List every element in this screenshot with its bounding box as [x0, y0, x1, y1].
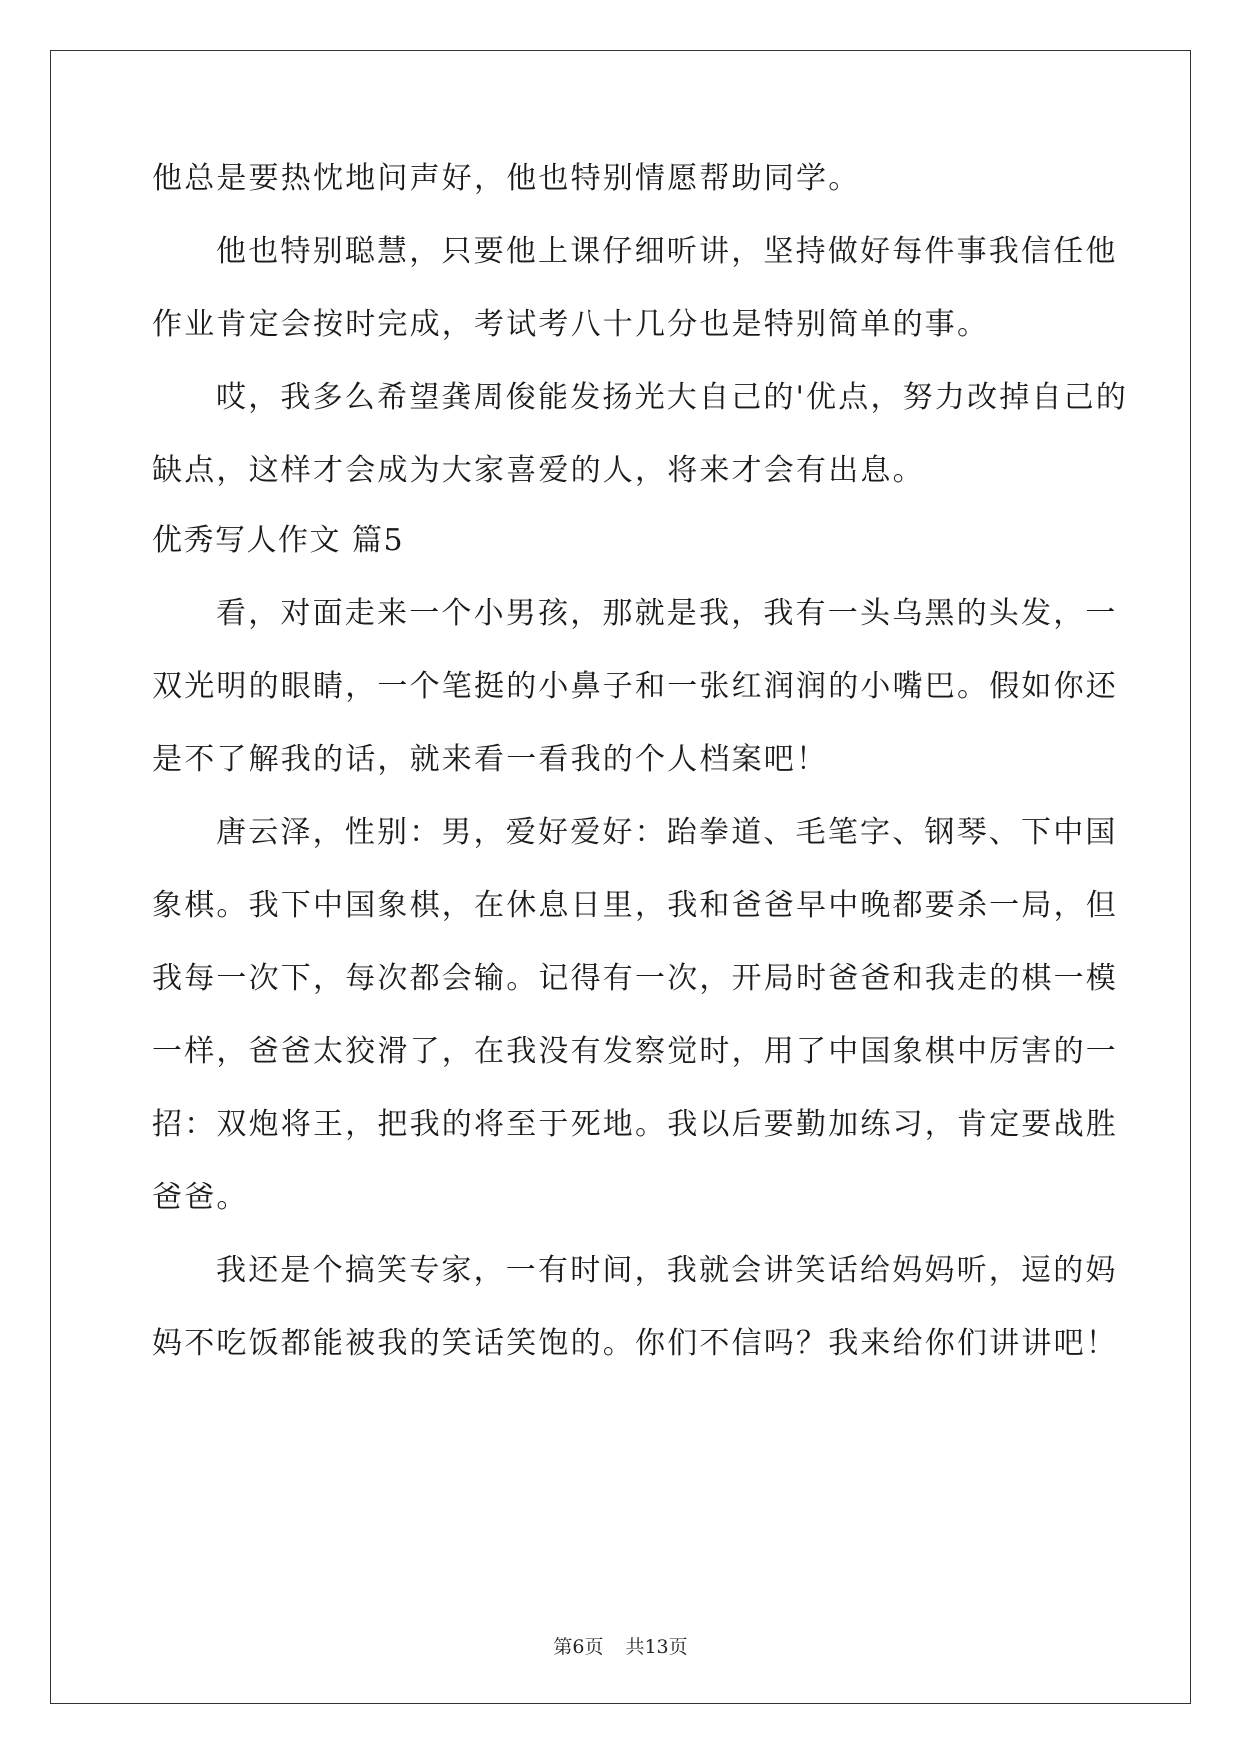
paragraph-line: 妈不吃饭都能被我的笑话笑饱的。你们不信吗？我来给你们讲讲吧！	[152, 1326, 1118, 1361]
section-heading: 优秀写人作文 篇5	[152, 523, 405, 558]
paragraph-line: 我每一次下，每次都会输。记得有一次，开局时爸爸和我走的棋一模	[152, 961, 1118, 996]
page-number: 第6页	[553, 1636, 604, 1658]
paragraph-line: 象棋。我下中国象棋，在休息日里，我和爸爸早中晚都要杀一局，但	[152, 888, 1118, 923]
paragraph-line: 他总是要热忱地问声好，他也特别情愿帮助同学。	[152, 161, 861, 196]
paragraph-line: 唐云泽，性别：男，爱好爱好：跆拳道、毛笔字、钢琴、下中国	[216, 815, 1118, 850]
paragraph-line: 缺点，这样才会成为大家喜爱的人，将来才会有出息。	[152, 453, 925, 488]
paragraph-line: 一样，爸爸太狡滑了，在我没有发察觉时，用了中国象棋中厉害的一	[152, 1034, 1118, 1069]
paragraph-line: 招：双炮将王，把我的将至于死地。我以后要勤加练习，肯定要战胜	[152, 1107, 1118, 1142]
paragraph-line: 哎，我多么希望龚周俊能发扬光大自己的'优点，努力改掉自己的	[216, 380, 1129, 415]
page-footer	[0, 1632, 1241, 1659]
total-pages: 共13页	[625, 1636, 688, 1658]
paragraph-line: 他也特别聪慧，只要他上课仔细听讲，坚持做好每件事我信任他	[216, 234, 1118, 269]
paragraph-line: 是不了解我的话，就来看一看我的个人档案吧！	[152, 742, 829, 777]
page-border	[50, 50, 1191, 1704]
paragraph-line: 我还是个搞笑专家，一有时间，我就会讲笑话给妈妈听，逗的妈	[216, 1253, 1118, 1288]
paragraph-line: 双光明的眼睛，一个笔挺的小鼻子和一张红润润的小嘴巴。假如你还	[152, 669, 1118, 704]
paragraph-line: 作业肯定会按时完成，考试考八十几分也是特别简单的事。	[152, 307, 990, 342]
paragraph-line: 爸爸。	[152, 1180, 249, 1215]
paragraph-line: 看，对面走来一个小男孩，那就是我，我有一头乌黑的头发，一	[216, 596, 1118, 631]
